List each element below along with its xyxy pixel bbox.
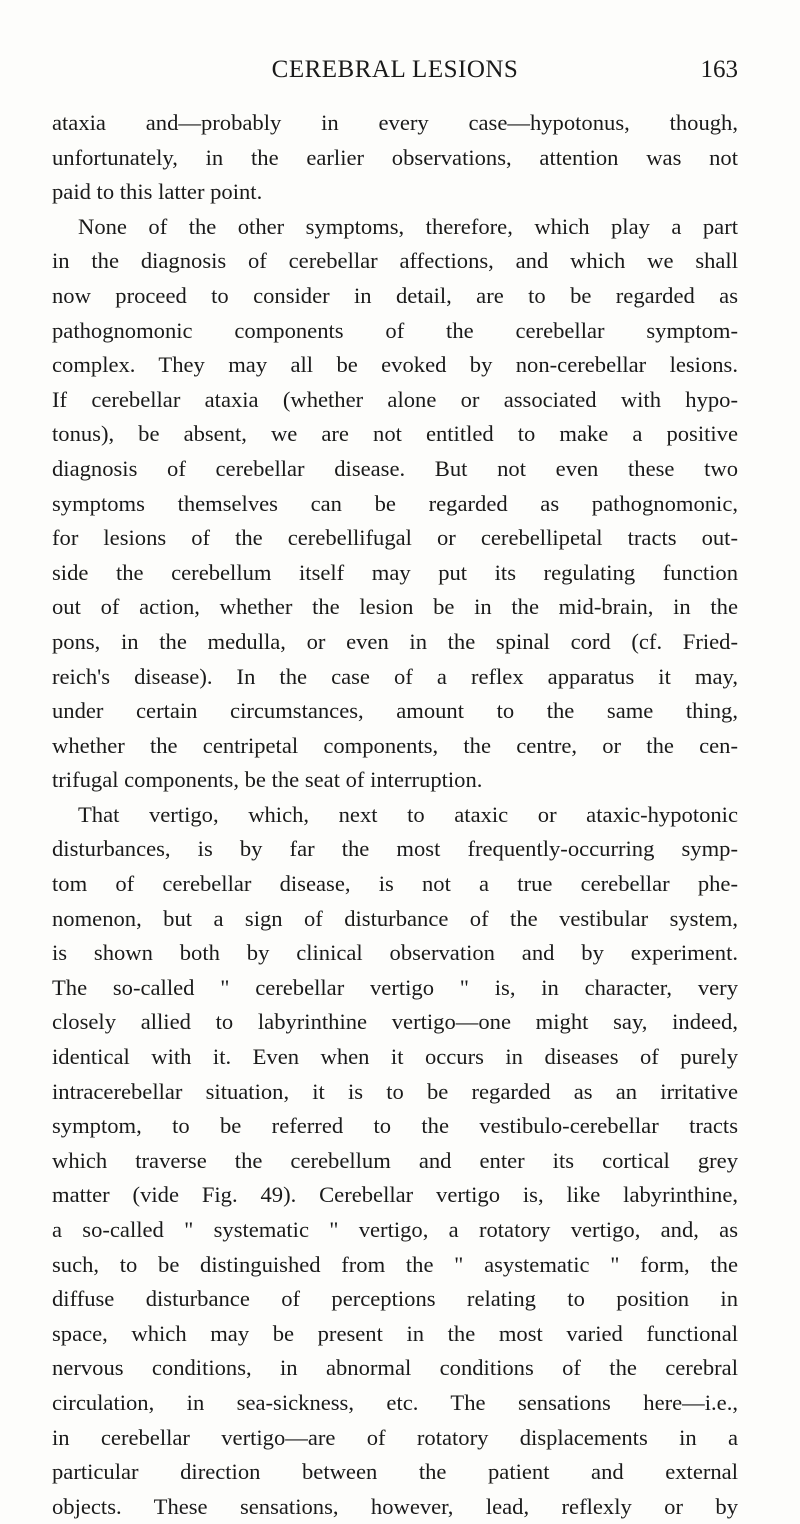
text-line: The so-called " cerebellar vertigo " is, in character, very	[52, 974, 738, 1000]
text-line: intracerebellar situation, it is to be regarded as an irritative	[52, 1078, 738, 1104]
text-line: identical with it. Even when it occurs in diseases of purely	[52, 1044, 738, 1070]
text-line: reich's disease). In the case of a reflex apparatus it may,	[52, 663, 738, 689]
text-line: paid to this latter point.	[52, 179, 263, 205]
body-text	[52, 106, 738, 1524]
page-number: 163	[700, 56, 738, 83]
running-title: CEREBRAL LESIONS	[271, 56, 519, 83]
text-line: trifugal components, be the seat of interruption.	[52, 767, 483, 793]
text-line: circulation, in sea-sickness, etc. The sensations here—i.e.,	[52, 1389, 738, 1415]
text-line: side the cerebellum itself may put its regulating function	[52, 559, 738, 585]
text-line: unfortunately, in the earlier observations, attention was not	[52, 144, 738, 170]
text-line: whether the centripetal components, the centre, or the cen-	[52, 732, 738, 758]
text-line: diffuse disturbance of perceptions relating to position in	[52, 1286, 738, 1312]
text-line: tom of cerebellar disease, is not a true cerebellar phe-	[52, 871, 738, 897]
text-line: tonus), be absent, we are not entitled to make a positive	[52, 421, 738, 447]
text-line: in cerebellar vertigo—are of rotatory displacements in a	[52, 1424, 738, 1450]
text-line: nervous conditions, in abnormal conditions of the cerebral	[52, 1355, 738, 1381]
text-line: pathognomonic components of the cerebellar symptom-	[52, 317, 738, 343]
text-line: None of the other symptoms, therefore, which play a part	[78, 213, 738, 239]
text-line: If cerebellar ataxia (whether alone or associated with hypo-	[52, 386, 738, 412]
text-line: disturbances, is by far the most frequently-occurring symp-	[52, 836, 738, 862]
text-line: symptoms themselves can be regarded as pathognomonic,	[52, 490, 738, 516]
text-line: symptom, to be referred to the vestibulo-cerebellar tracts	[52, 1113, 738, 1139]
text-line: complex. They may all be evoked by non-cerebellar lesions.	[52, 352, 738, 378]
text-line: matter (vide Fig. 49). Cerebellar vertigo is, like labyrinthine,	[52, 1182, 738, 1208]
text-line: ataxia and—probably in every case—hypotonus, though,	[52, 110, 738, 135]
text-line: a so-called " systematic " vertigo, a rotatory vertigo, and, as	[52, 1217, 738, 1242]
text-line: objects. These sensations, however, lead, reflexly or by	[52, 1493, 738, 1519]
text-line: space, which may be present in the most varied functional	[52, 1320, 738, 1346]
text-line: diagnosis of cerebellar disease. But not even these two	[52, 455, 738, 481]
text-line: out of action, whether the lesion be in the mid-brain, in the	[52, 594, 738, 620]
text-line: such, to be distinguished from the " asystematic " form, the	[52, 1251, 738, 1277]
text-line: is shown both by clinical observation and by experiment.	[52, 940, 738, 966]
text-line: now proceed to consider in detail, are to be regarded as	[52, 282, 738, 308]
running-head	[52, 56, 738, 92]
text-line: nomenon, but a sign of disturbance of the vestibular system,	[52, 905, 738, 931]
text-line: particular direction between the patient and external	[52, 1459, 738, 1485]
text-line: That vertigo, which, next to ataxic or ataxic-hypotonic	[78, 801, 738, 827]
text-line: pons, in the medulla, or even in the spinal cord (cf. Fried-	[52, 628, 738, 654]
text-line: under certain circumstances, amount to the same thing,	[52, 698, 738, 724]
text-line: in the diagnosis of cerebellar affections, and which we shall	[52, 248, 738, 274]
text-line: which traverse the cerebellum and enter its cortical grey	[52, 1147, 738, 1173]
text-line: for lesions of the cerebellifugal or cerebellipetal tracts out-	[52, 525, 738, 551]
text-line: closely allied to labyrinthine vertigo—one might say, indeed,	[52, 1009, 738, 1035]
